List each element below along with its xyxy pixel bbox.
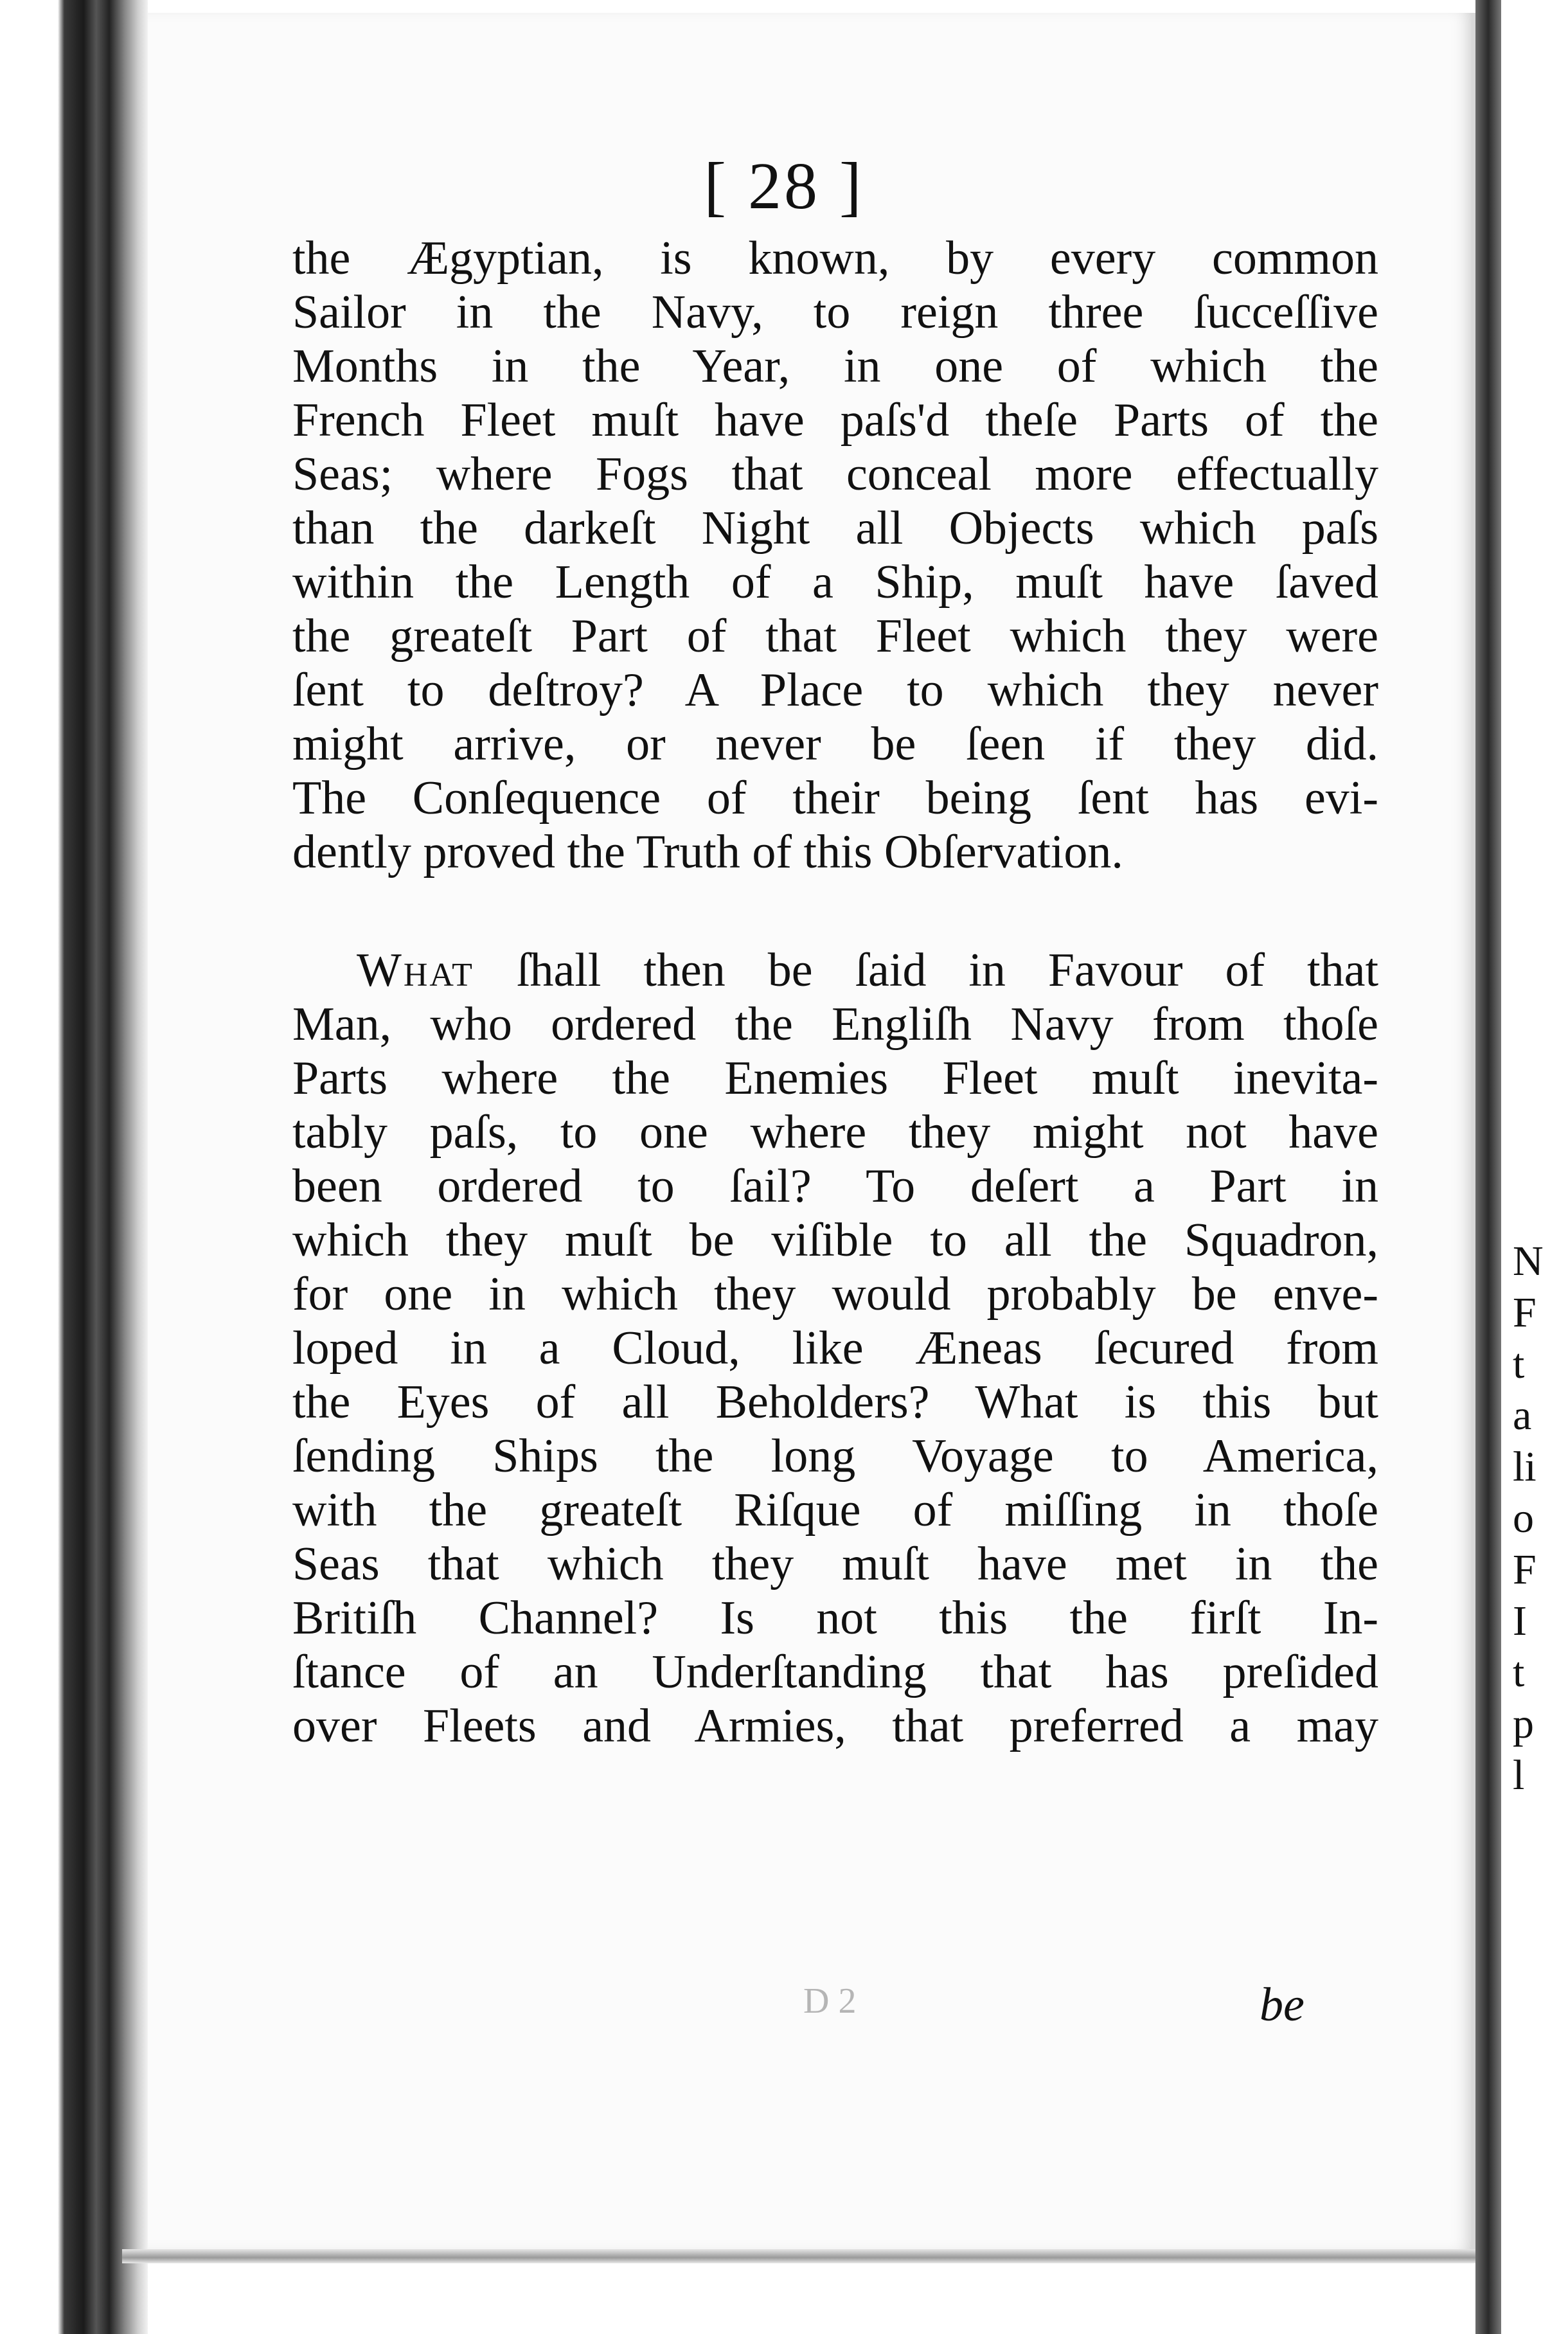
text-line: within the Length of a Ship, muſt have ſaved bbox=[292, 556, 1378, 609]
facing-page-letter: F bbox=[1513, 1289, 1537, 1336]
text-line: Sailor in the Navy, to reign three ſucceſſive bbox=[292, 286, 1378, 339]
catchword: be bbox=[1260, 1979, 1305, 2031]
page-text bbox=[292, 231, 1378, 1753]
facing-page-letter: o bbox=[1513, 1495, 1534, 1542]
text-line: the greateſt Part of that Fleet which they were bbox=[292, 610, 1378, 663]
facing-page-fragment bbox=[1501, 0, 1568, 2334]
text-line: ſending Ships the long Voyage to America, bbox=[292, 1430, 1378, 1483]
text-line: for one in which they would probably be enve- bbox=[292, 1268, 1378, 1321]
text-line: Britiſh Channel? Is not this the firſt In- bbox=[292, 1592, 1378, 1644]
text-line: been ordered to ſail? To deſert a Part in bbox=[292, 1160, 1378, 1213]
text-line: Parts where the Enemies Fleet muſt inevita- bbox=[292, 1052, 1378, 1105]
text-line: over Fleets and Armies, that preferred a may bbox=[292, 1700, 1378, 1752]
text-line: ſent to deſtroy? A Place to which they never bbox=[292, 664, 1378, 717]
text-line: might arrive, or never be ſeen if they did. bbox=[292, 718, 1378, 771]
text-line: The Conſequence of their being ſent has evi- bbox=[292, 772, 1378, 824]
page-bottom-edge bbox=[122, 2249, 1475, 2263]
text-line: Seas; where Fogs that conceal more effectually bbox=[292, 448, 1378, 501]
facing-page-letter: p bbox=[1513, 1700, 1534, 1747]
facing-page-letter: t bbox=[1513, 1649, 1525, 1696]
paragraph-2 bbox=[292, 943, 1378, 1753]
facing-page-letter: N bbox=[1513, 1238, 1544, 1285]
paragraph-1 bbox=[292, 231, 1378, 879]
text-line: tably paſs, to one where they might not have bbox=[292, 1106, 1378, 1159]
page-number-header: [ 28 ] bbox=[704, 149, 864, 223]
facing-page-letter: l bbox=[1513, 1752, 1525, 1799]
book-gutter-left bbox=[0, 0, 148, 2334]
book-gutter-right bbox=[1475, 0, 1501, 2334]
facing-page-letter: F bbox=[1513, 1546, 1537, 1593]
text-line-rest: ſhall then be ſaid in Favour of that bbox=[474, 944, 1378, 997]
text-line: Man, who ordered the Engliſh Navy from thoſe bbox=[292, 998, 1378, 1051]
text-line: the Ægyptian, is known, by every common bbox=[292, 232, 1378, 285]
text-line: loped in a Cloud, like Æneas ſecured from bbox=[292, 1322, 1378, 1375]
text-line: Seas that which they muſt have met in the bbox=[292, 1538, 1378, 1590]
signature-mark: D 2 bbox=[803, 1981, 857, 2021]
paragraph-lead-word: What bbox=[357, 944, 474, 997]
text-line: with the greateſt Riſque of miſſing in thoſe bbox=[292, 1484, 1378, 1537]
facing-page-letter: a bbox=[1513, 1392, 1532, 1439]
text-line: French Fleet muſt have paſs'd theſe Parts of the bbox=[292, 394, 1378, 447]
text-line: the Eyes of all Beholders? What is this but bbox=[292, 1376, 1378, 1429]
facing-page-letter: li bbox=[1513, 1443, 1537, 1490]
text-line: dently proved the Truth of this Obſervation. bbox=[292, 826, 1123, 878]
facing-page-letter: t bbox=[1513, 1341, 1525, 1387]
text-line bbox=[292, 943, 1378, 997]
text-line: Months in the Year, in one of which the bbox=[292, 340, 1378, 393]
text-line: than the darkeſt Night all Objects which paſs bbox=[292, 502, 1378, 555]
text-line: ſtance of an Underſtanding that has preſided bbox=[292, 1646, 1378, 1698]
text-line: which they muſt be viſible to all the Squadron, bbox=[292, 1214, 1378, 1267]
facing-page-letter: I bbox=[1513, 1598, 1527, 1644]
